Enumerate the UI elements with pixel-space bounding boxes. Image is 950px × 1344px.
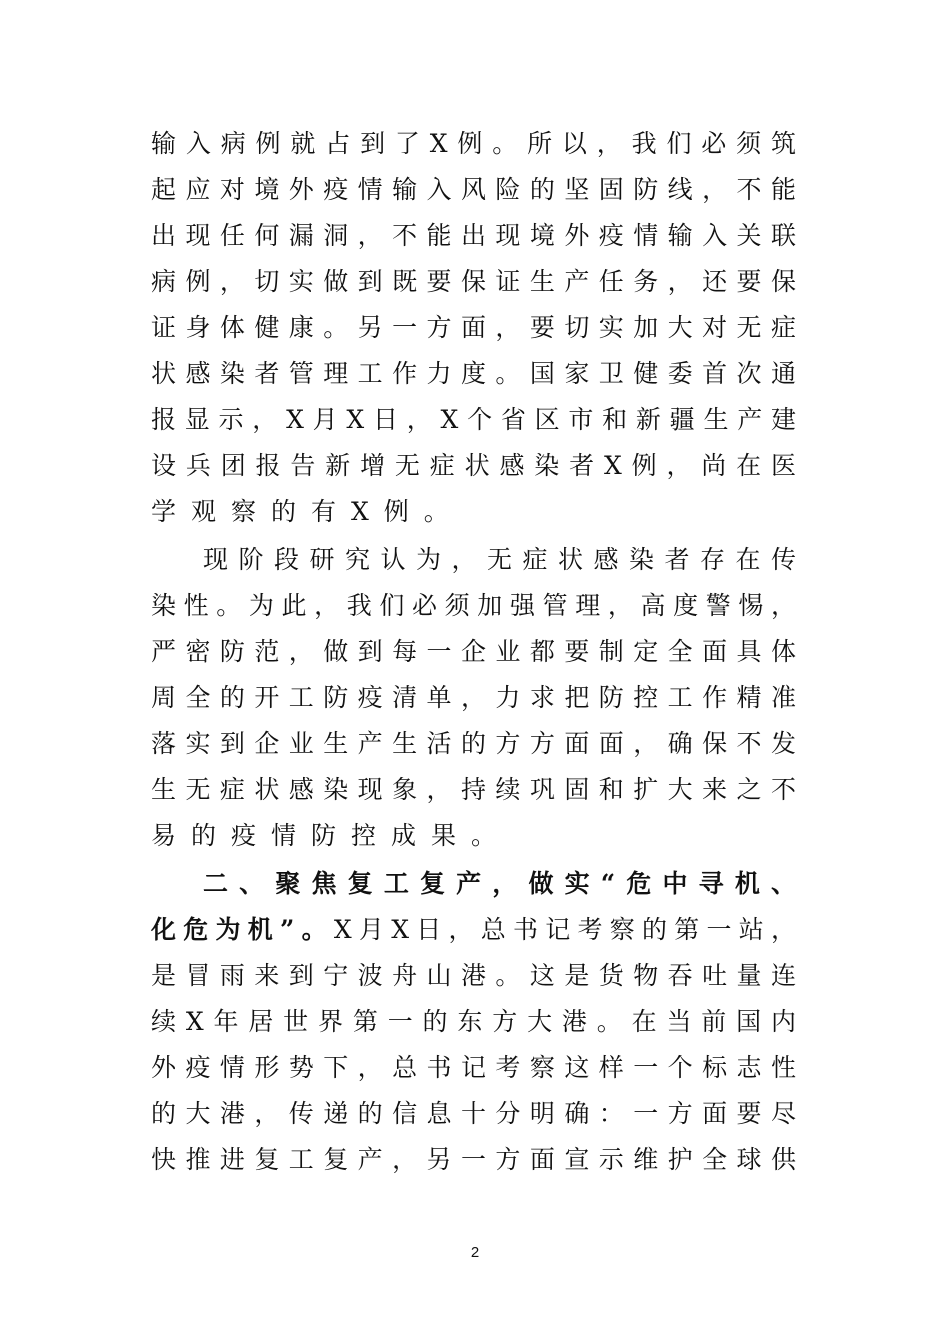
heading-continuation-line bbox=[151, 907, 796, 953]
heading-tail: 化危为机”。 bbox=[151, 915, 334, 944]
text-line: 设兵团报告新增无症状感染者X例，尚在医 bbox=[151, 451, 796, 480]
text-line: 现阶段研究认为，无症状感染者存在传 bbox=[203, 545, 796, 574]
text-line: 染性。为此，我们必须加强管理，高度警惕， bbox=[151, 591, 796, 620]
text-line: 出现任何漏洞，不能出现境外疫情输入关联 bbox=[151, 221, 796, 250]
text-line: 证身体健康。另一方面，要切实加大对无症 bbox=[151, 313, 796, 342]
text-line: 学观察的有X例。 bbox=[151, 497, 464, 526]
text-line: 外疫情形势下，总书记考察这样一个标志性 bbox=[151, 1053, 796, 1082]
text-line: 起应对境外疫情输入风险的坚固防线，不能 bbox=[151, 175, 796, 204]
text-line: 周全的开工防疫清单，力求把防控工作精准 bbox=[151, 683, 796, 712]
text-line: 严密防范，做到每一企业都要制定全面具体 bbox=[151, 637, 796, 666]
text-line: 快推进复工复产，另一方面宣示维护全球供 bbox=[151, 1145, 796, 1174]
text-line: 续X年居世界第一的东方大港。在当前国内 bbox=[151, 1007, 796, 1036]
text-line: 输入病例就占到了X例。所以，我们必须筑 bbox=[151, 129, 796, 158]
text-line: 易的疫情防控成果。 bbox=[151, 821, 512, 850]
text-line: 的大港，传递的信息十分明确：一方面要尽 bbox=[151, 1099, 796, 1128]
text-line: 报显示，X月X日，X个省区市和新疆生产建 bbox=[151, 405, 796, 434]
text-line: 是冒雨来到宁波舟山港。这是货物吞吐量连 bbox=[151, 961, 796, 990]
text-run: X月X日，总书记考察的第一站， bbox=[333, 915, 796, 944]
text-line: 生无症状感染现象，持续巩固和扩大来之不 bbox=[151, 775, 796, 804]
text-line: 状感染者管理工作力度。国家卫健委首次通 bbox=[151, 359, 796, 388]
section-heading: 二、聚焦复工复产，做实“危中寻机、 bbox=[203, 869, 796, 898]
text-line: 落实到企业生产生活的方方面面，确保不发 bbox=[151, 729, 796, 758]
page-number: 2 bbox=[470, 1244, 480, 1261]
text-line: 病例，切实做到既要保证生产任务，还要保 bbox=[151, 267, 796, 296]
